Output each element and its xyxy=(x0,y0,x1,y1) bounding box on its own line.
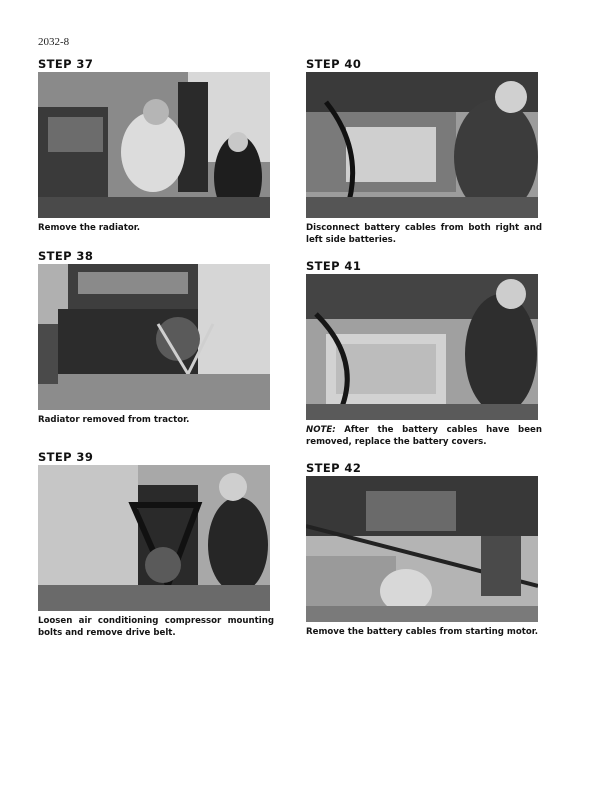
note-text: After the battery cables have been removed, replace the battery covers. xyxy=(306,425,542,447)
step-caption: Loosen air conditioning compressor mounting bolts and remove drive belt. xyxy=(38,616,274,638)
photo-starting-motor xyxy=(306,476,538,622)
step-title: STEP 40 xyxy=(306,57,362,71)
photo-image xyxy=(38,465,270,611)
page-number: 2032-8 xyxy=(38,36,70,48)
step-title: STEP 38 xyxy=(38,249,94,263)
photo-remove-radiator xyxy=(38,72,270,218)
step-37 xyxy=(38,58,274,234)
step-caption xyxy=(306,424,542,448)
step-41 xyxy=(306,260,542,448)
step-caption: Disconnect battery cables from both right and left side batteries. xyxy=(306,223,542,245)
step-caption: Remove the radiator. xyxy=(38,223,140,233)
step-title: STEP 42 xyxy=(306,461,362,475)
step-40 xyxy=(306,58,542,246)
photo-image xyxy=(306,274,538,420)
step-42 xyxy=(306,462,542,638)
photo-compressor-belt xyxy=(38,465,270,611)
photo-image xyxy=(306,476,538,622)
step-title: STEP 41 xyxy=(306,259,362,273)
photo-battery-covers xyxy=(306,274,538,420)
step-38 xyxy=(38,250,274,426)
step-title: STEP 37 xyxy=(38,57,94,71)
photo-image xyxy=(38,72,270,218)
step-caption: Radiator removed from tractor. xyxy=(38,415,190,425)
photo-disconnect-battery xyxy=(306,72,538,218)
step-39 xyxy=(38,451,274,639)
step-caption: Remove the battery cables from starting motor. xyxy=(306,627,539,637)
note-label: NOTE: xyxy=(306,425,336,435)
photo-image xyxy=(38,264,270,410)
photo-radiator-removed xyxy=(38,264,270,410)
step-title: STEP 39 xyxy=(38,450,94,464)
photo-image xyxy=(306,72,538,218)
